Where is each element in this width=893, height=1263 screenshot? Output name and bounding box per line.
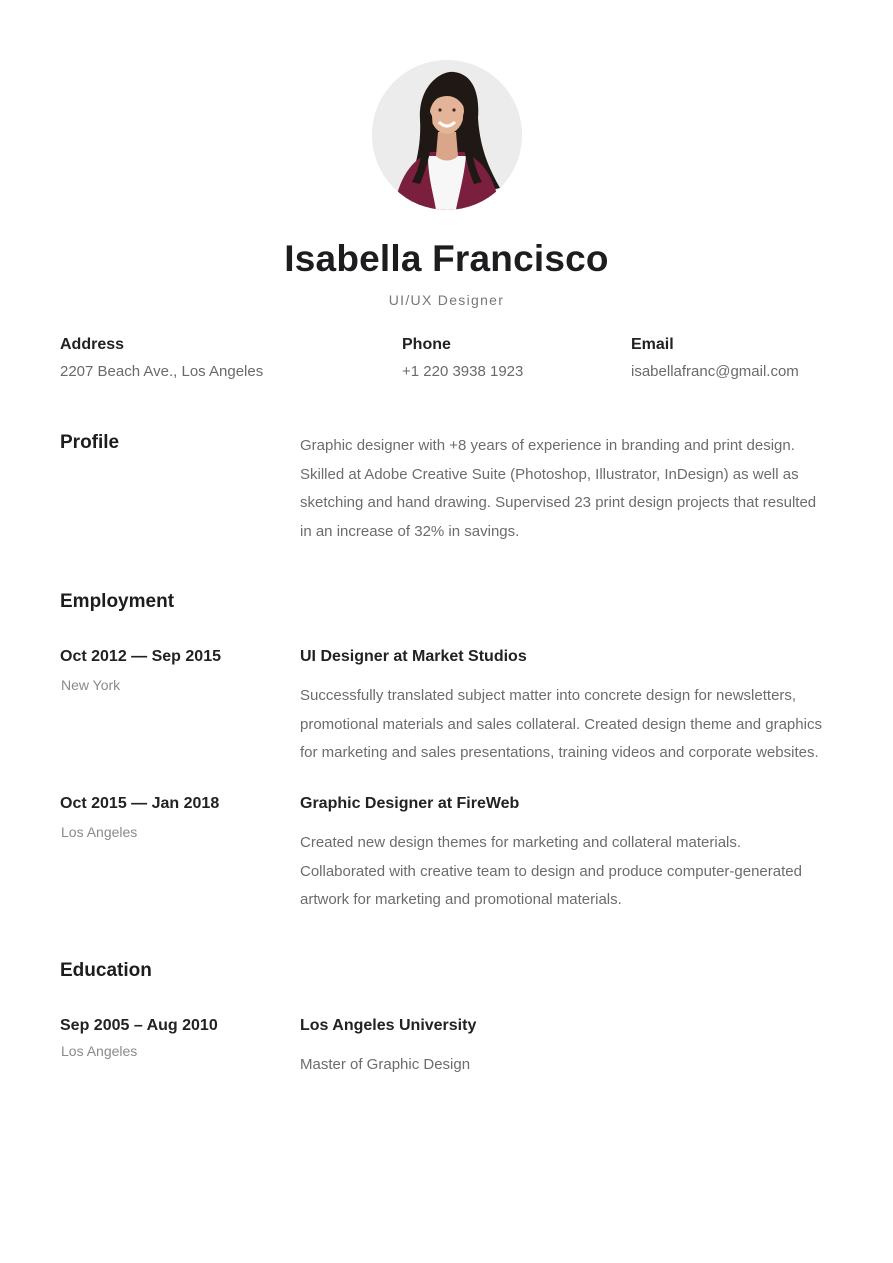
job-role: Graphic Designer at FireWeb [300,795,520,812]
job-dates: Oct 2012 — Sep 2015 [60,648,221,665]
contact-phone [402,336,523,380]
employment-heading: Employment [60,591,175,612]
profile-line: Graphic designer with +8 years of experience in branding and print design. [300,437,795,454]
job-dates: Oct 2015 — Jan 2018 [60,795,220,812]
email-value: isabellafranc@gmail.com [631,363,799,380]
email-label: Email [631,336,674,353]
job-role: UI Designer at Market Studios [300,648,527,665]
job-description [300,682,840,768]
contact-address [60,336,263,380]
address-value: 2207 Beach Ave., Los Angeles [60,363,264,380]
address-label: Address [60,336,125,353]
phone-label: Phone [402,336,451,353]
education-dates: Sep 2005 – Aug 2010 [60,1017,218,1034]
job-description-line: artwork for marketing and promotional materials. [300,891,622,908]
profile-heading: Profile [60,432,120,453]
contact-email [631,336,799,380]
school-name: Los Angeles University [300,1017,477,1034]
job-location: Los Angeles [61,824,138,840]
profile-summary [300,432,840,546]
job-description-line: promotional materials and sales collateral. Created design theme and graphics [300,715,822,733]
degree-name: Master of Graphic Design [300,1056,471,1073]
education-heading: Education [60,960,152,981]
job-description-line: Collaborated with creative team to design and produce computer-generated [300,862,802,880]
education-location: Los Angeles [61,1043,138,1059]
job-description-line: for marketing and sales presentations, training videos and corporate websites. [300,744,819,761]
profile-line: sketching and hand drawing. Supervised 23 print design projects that resulted [300,494,817,511]
job-description-line: Successfully translated subject matter into concrete design for newsletters, [300,687,797,704]
job-description-line: Created new design themes for marketing and collateral materials. [300,834,742,851]
phone-value: +1 220 3938 1923 [402,363,524,380]
degree [300,1051,840,1080]
job-description [300,829,840,915]
avatar [372,60,522,210]
profile-line: in an increase of 32% in savings. [300,522,520,540]
portrait-photo [372,60,522,210]
profile-line: Skilled at Adobe Creative Suite (Photoshop, Illustrator, InDesign) as well as [300,465,799,483]
job-location: New York [61,677,121,693]
job-title: UI/UX Designer [388,292,505,308]
candidate-name: Isabella Francisco [284,238,609,279]
